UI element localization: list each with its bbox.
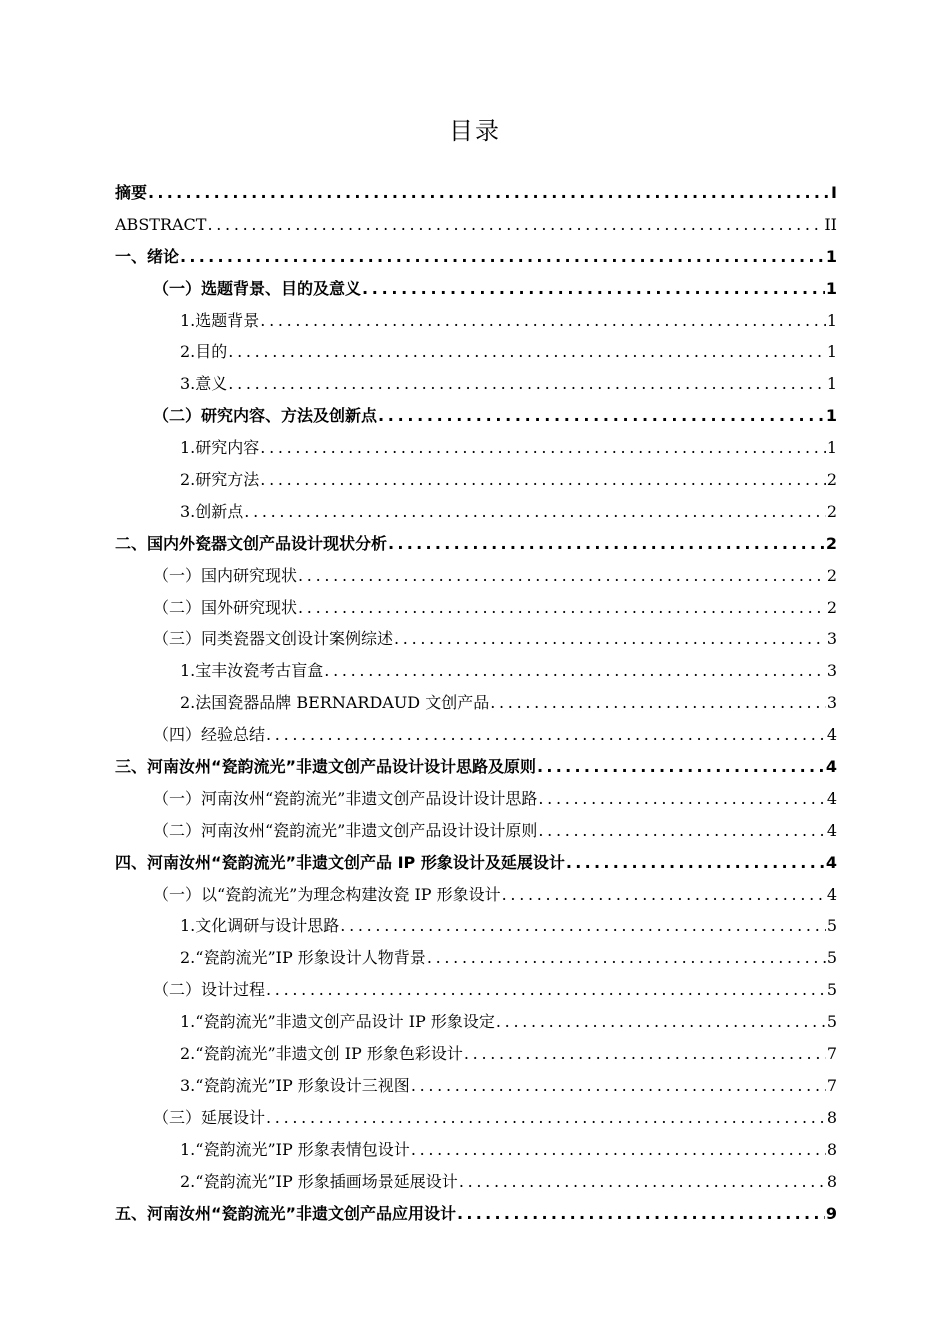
- toc-entry-label: （二）设计过程: [153, 980, 266, 1000]
- toc-entry-label: 3.意义: [180, 374, 228, 394]
- toc-entry-label: 2.研究方法: [180, 470, 260, 490]
- toc-entry-page: 8: [826, 1107, 837, 1127]
- toc-entry-page: 1: [825, 246, 837, 266]
- toc-entry-label: 1.宝丰汝瓷考古盲盒: [180, 661, 324, 681]
- toc-entry-subsection[interactable]: [115, 464, 837, 496]
- toc-entry-label: （一）以“瓷韵流光”为理念构建汝瓷 IP 形象设计: [153, 884, 501, 904]
- toc-entry-page: 5: [826, 1012, 837, 1032]
- toc-entry-page: 5: [826, 948, 837, 968]
- toc-entry-page: I: [831, 183, 837, 202]
- toc-leader-dots: [411, 1070, 826, 1102]
- toc-entry-label: （一）选题背景、目的及意义: [153, 278, 362, 298]
- toc-leader-dots: [340, 910, 826, 942]
- toc-entry-subsection[interactable]: [115, 1166, 837, 1198]
- toc-leader-dots: [228, 336, 826, 368]
- toc-entry-section[interactable]: [115, 400, 837, 432]
- toc-entry-page: 2: [826, 597, 837, 617]
- toc-entry-page: 2: [825, 533, 837, 553]
- toc-entry-label: 2.“瓷韵流光”非遗文创 IP 形象色彩设计: [180, 1044, 463, 1064]
- toc-entry-label: 二、国内外瓷器文创产品设计现状分析: [115, 533, 388, 553]
- toc-entry-subsection[interactable]: [115, 305, 837, 337]
- toc-leader-dots: [411, 1134, 826, 1166]
- toc-leader-dots: [266, 1102, 826, 1134]
- toc-leader-dots: [388, 528, 825, 560]
- toc-entry-page: 4: [825, 852, 837, 872]
- toc-leader-dots: [538, 783, 825, 815]
- toc-entry-page: 8: [826, 1171, 837, 1191]
- toc-entry-page: 5: [826, 916, 837, 936]
- toc-entry-subsection[interactable]: [115, 942, 837, 974]
- toc-leader-dots: [378, 400, 825, 432]
- toc-leader-dots: [298, 592, 826, 624]
- toc-entry-section[interactable]: [115, 273, 837, 305]
- toc-entry-label: 3.“瓷韵流光”IP 形象设计三视图: [180, 1075, 410, 1095]
- toc-entry-label: 1.“瓷韵流光”非遗文创产品设计 IP 形象设定: [180, 1012, 495, 1032]
- toc-entry-label: 1.“瓷韵流光”IP 形象表情包设计: [180, 1139, 410, 1159]
- toc-entry-page: 1: [826, 438, 837, 458]
- toc-entry-label: （二）研究内容、方法及创新点: [153, 406, 378, 426]
- toc-entry-label: 1.选题背景: [180, 310, 260, 330]
- toc-entry-label: 2.“瓷韵流光”IP 形象插画场景延展设计: [180, 1171, 458, 1191]
- toc-entry-subsection[interactable]: [115, 432, 837, 464]
- toc-entry-label: （四）经验总结: [153, 725, 266, 745]
- page-title: 目录: [449, 117, 501, 145]
- toc-entry-label: （一）国内研究现状: [153, 565, 298, 585]
- toc-entry-page: 1: [825, 278, 837, 298]
- toc-leader-dots: [298, 560, 826, 592]
- toc-entry-label: 三、河南汝州“瓷韵流光”非遗文创产品设计设计思路及原则: [115, 757, 537, 777]
- toc-entry-section[interactable]: [115, 623, 837, 655]
- toc-entry-label: 2.目的: [180, 342, 228, 362]
- toc-leader-dots: [496, 1006, 826, 1038]
- toc-entry-page: II: [824, 214, 837, 234]
- toc-entry-label: （二）国外研究现状: [153, 597, 298, 617]
- toc-entry-label: 2.法国瓷器品牌 BERNARDAUD 文创产品: [180, 693, 490, 713]
- toc-entry-subsection[interactable]: [115, 1134, 837, 1166]
- toc-leader-dots: [566, 847, 825, 879]
- toc-leader-dots: [244, 496, 826, 528]
- toc-entry-label: （一）河南汝州“瓷韵流光”非遗文创产品设计设计思路: [153, 788, 538, 808]
- toc-leader-dots: [260, 464, 826, 496]
- toc-entry-chapter-2[interactable]: [115, 528, 837, 560]
- toc-entry-subsection[interactable]: [115, 368, 837, 400]
- toc-leader-dots: [537, 751, 825, 783]
- toc-entry-page: 2: [826, 501, 837, 521]
- toc-entry-subsection[interactable]: [115, 1070, 837, 1102]
- toc-entry-page: 2: [826, 565, 837, 585]
- toc-entry-section[interactable]: [115, 719, 837, 751]
- toc-leader-dots: [464, 1038, 826, 1070]
- toc-leader-dots: [207, 209, 823, 241]
- toc-leader-dots: [459, 1166, 826, 1198]
- toc-entry-page: 4: [826, 725, 837, 745]
- toc-entry-page: 4: [826, 884, 837, 904]
- toc-entry-page: 3: [826, 629, 837, 649]
- toc-entry-label: 1.文化调研与设计思路: [180, 916, 340, 936]
- table-of-contents: [115, 177, 837, 1229]
- toc-entry-section[interactable]: [115, 879, 837, 911]
- toc-entry-page: 7: [826, 1044, 837, 1064]
- toc-entry-chapter-1[interactable]: [115, 241, 837, 273]
- toc-leader-dots: [148, 177, 830, 209]
- toc-leader-dots: [266, 974, 826, 1006]
- toc-entry-page: 1: [826, 342, 837, 362]
- toc-entry-subsection[interactable]: [115, 910, 837, 942]
- toc-entry-section[interactable]: [115, 974, 837, 1006]
- toc-entry-label: 五、河南汝州“瓷韵流光”非遗文创产品应用设计: [115, 1203, 457, 1223]
- toc-entry-page: 1: [826, 310, 837, 330]
- toc-leader-dots: [490, 687, 826, 719]
- toc-leader-dots: [427, 942, 826, 974]
- toc-entry-section[interactable]: [115, 783, 837, 815]
- toc-entry-subsection[interactable]: [115, 1038, 837, 1070]
- toc-entry-page: 4: [826, 788, 837, 808]
- toc-leader-dots: [362, 273, 825, 305]
- toc-entry-chapter-3[interactable]: [115, 751, 837, 783]
- toc-leader-dots: [502, 879, 826, 911]
- toc-entry-page: 8: [826, 1139, 837, 1159]
- toc-entry-label: （二）河南汝州“瓷韵流光”非遗文创产品设计设计原则: [153, 820, 538, 840]
- toc-entry-page: 4: [826, 820, 837, 840]
- toc-entry-section[interactable]: [115, 560, 837, 592]
- toc-entry-section[interactable]: [115, 1102, 837, 1134]
- toc-entry-label: 四、河南汝州“瓷韵流光”非遗文创产品 IP 形象设计及延展设计: [115, 852, 565, 872]
- toc-entry-page: 7: [826, 1075, 837, 1095]
- toc-entry-label: （三）同类瓷器文创设计案例综述: [153, 629, 394, 649]
- toc-entry-label: 2.“瓷韵流光”IP 形象设计人物背景: [180, 948, 426, 968]
- toc-leader-dots: [260, 305, 826, 337]
- toc-entry-section[interactable]: [115, 592, 837, 624]
- toc-entry-chapter-5[interactable]: [115, 1198, 837, 1230]
- toc-entry-label: 1.研究内容: [180, 438, 260, 458]
- toc-entry-page: 1: [825, 406, 837, 426]
- toc-entry-label: 摘要: [115, 183, 148, 202]
- toc-leader-dots: [180, 241, 825, 273]
- toc-entry-subsection[interactable]: [115, 1006, 837, 1038]
- toc-entry-label: 3.创新点: [180, 501, 244, 521]
- toc-entry-abstract-cn[interactable]: [115, 177, 837, 209]
- toc-entry-page: 5: [826, 980, 837, 1000]
- toc-leader-dots: [394, 623, 826, 655]
- toc-leader-dots: [457, 1198, 825, 1230]
- toc-entry-chapter-4[interactable]: [115, 847, 837, 879]
- toc-leader-dots: [260, 432, 826, 464]
- toc-leader-dots: [324, 655, 826, 687]
- toc-entry-subsection[interactable]: [115, 336, 837, 368]
- toc-leader-dots: [266, 719, 826, 751]
- toc-entry-label: （三）延展设计: [153, 1107, 266, 1127]
- toc-entry-page: 2: [826, 470, 837, 490]
- toc-leader-dots: [538, 815, 825, 847]
- toc-entry-page: 3: [826, 661, 837, 681]
- toc-entry-subsection[interactable]: [115, 655, 837, 687]
- toc-entry-subsection[interactable]: [115, 496, 837, 528]
- toc-entry-page: 3: [826, 693, 837, 713]
- toc-entry-subsection[interactable]: [115, 687, 837, 719]
- toc-entry-abstract-en[interactable]: [115, 209, 837, 241]
- toc-leader-dots: [228, 368, 826, 400]
- toc-entry-label: ABSTRACT: [115, 214, 207, 234]
- toc-entry-label: 一、绪论: [115, 246, 180, 266]
- toc-entry-section[interactable]: [115, 815, 837, 847]
- toc-entry-page: 4: [825, 757, 837, 777]
- toc-entry-page: 9: [825, 1203, 837, 1223]
- toc-entry-page: 1: [826, 374, 837, 394]
